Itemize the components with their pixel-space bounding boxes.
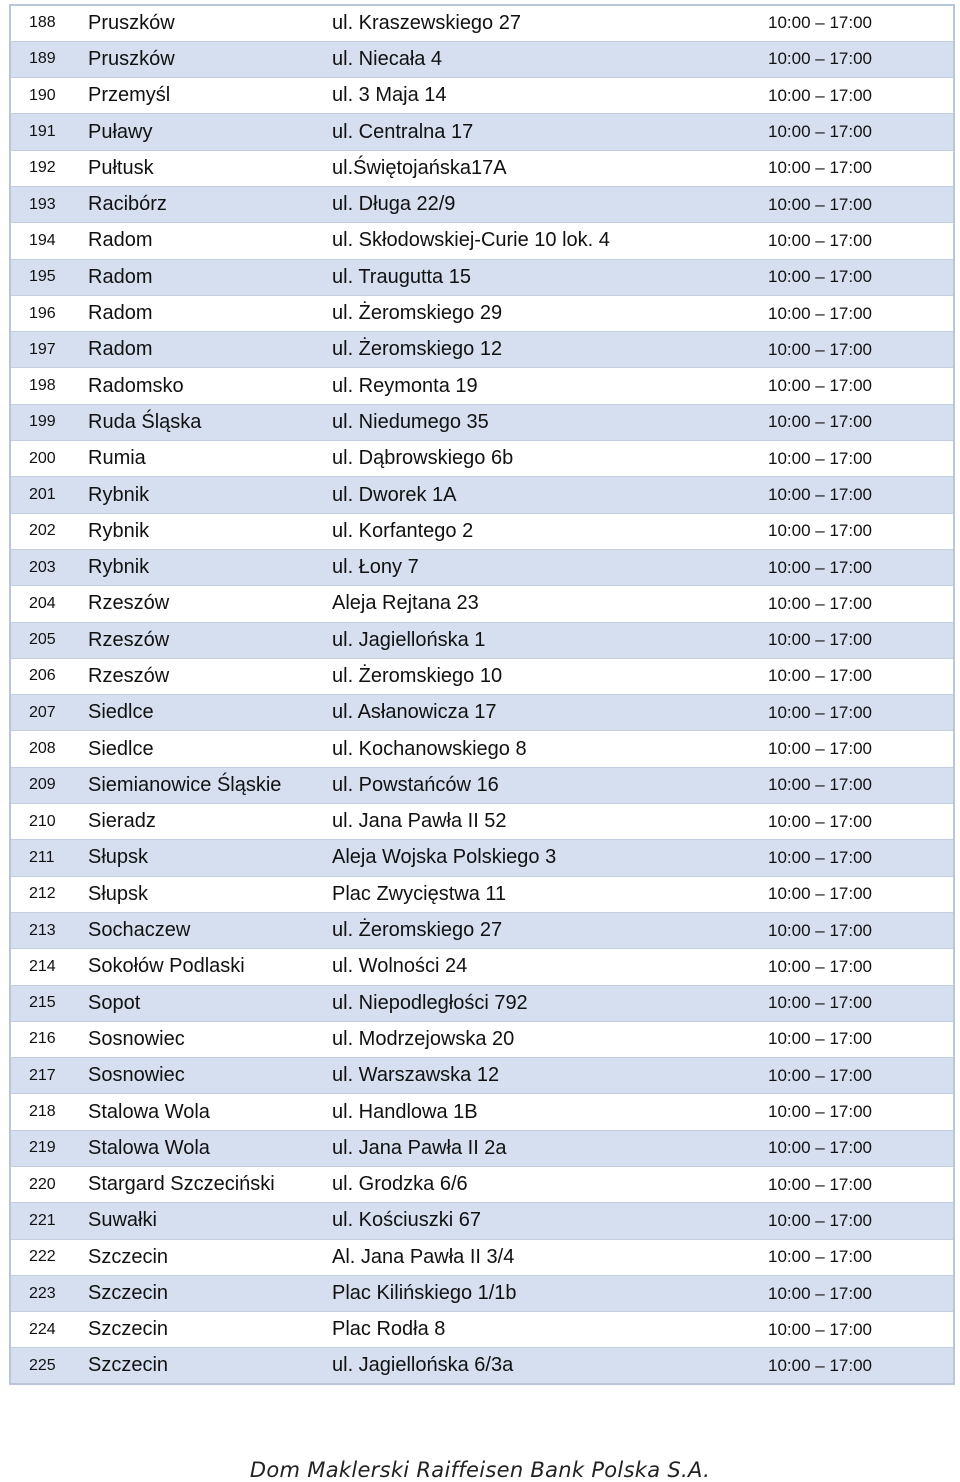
branch-hours: 10:00 – 17:00 (768, 767, 954, 803)
table-row (10, 1275, 954, 1311)
branch-hours: 10:00 – 17:00 (768, 404, 954, 440)
branch-hours: 10:00 – 17:00 (768, 441, 954, 477)
table-row (10, 1348, 954, 1384)
branch-number: 193 (10, 186, 88, 222)
branch-number: 204 (10, 586, 88, 622)
footer-brand: Dom Maklerski Raiffeisen Bank Polska S.A. (249, 1458, 711, 1482)
branch-address: ul. Dworek 1A (332, 477, 768, 513)
table-row (10, 622, 954, 658)
branch-city: Sosnowiec (88, 1058, 332, 1094)
branch-address: ul. Korfantego 2 (332, 513, 768, 549)
branch-city: Siedlce (88, 695, 332, 731)
branch-hours: 10:00 – 17:00 (768, 513, 954, 549)
table-row (10, 223, 954, 259)
branch-hours: 10:00 – 17:00 (768, 1312, 954, 1348)
branch-city: Rybnik (88, 477, 332, 513)
branch-hours: 10:00 – 17:00 (768, 804, 954, 840)
branch-number: 212 (10, 876, 88, 912)
branch-number: 208 (10, 731, 88, 767)
branch-number: 214 (10, 949, 88, 985)
branch-hours: 10:00 – 17:00 (768, 5, 954, 41)
branch-number: 196 (10, 295, 88, 331)
branch-number: 194 (10, 223, 88, 259)
branch-address: ul. Kraszewskiego 27 (332, 5, 768, 41)
branch-address: ul. 3 Maja 14 (332, 78, 768, 114)
branch-city: Rybnik (88, 513, 332, 549)
branch-rows (10, 5, 954, 1384)
branch-address: ul. Jana Pawła II 52 (332, 804, 768, 840)
branch-hours: 10:00 – 17:00 (768, 622, 954, 658)
table-row (10, 840, 954, 876)
branch-address: Plac Rodła 8 (332, 1312, 768, 1348)
branch-city: Sochaczew (88, 912, 332, 948)
branch-hours: 10:00 – 17:00 (768, 1203, 954, 1239)
table-row (10, 876, 954, 912)
branch-city: Radom (88, 332, 332, 368)
branch-number: 220 (10, 1167, 88, 1203)
branch-city: Radom (88, 295, 332, 331)
branch-number: 216 (10, 1021, 88, 1057)
table-row (10, 1021, 954, 1057)
branch-address: ul. Skłodowskiej-Curie 10 lok. 4 (332, 223, 768, 259)
branch-city: Radom (88, 259, 332, 295)
branch-number: 200 (10, 441, 88, 477)
table-row (10, 695, 954, 731)
branch-number: 188 (10, 5, 88, 41)
branch-number: 209 (10, 767, 88, 803)
branch-city: Racibórz (88, 186, 332, 222)
branch-number: 202 (10, 513, 88, 549)
table-row (10, 1203, 954, 1239)
branch-address: ul. Reymonta 19 (332, 368, 768, 404)
branch-address: ul. Żeromskiego 12 (332, 332, 768, 368)
branch-hours: 10:00 – 17:00 (768, 78, 954, 114)
branch-address: ul. Żeromskiego 10 (332, 658, 768, 694)
branch-number: 224 (10, 1312, 88, 1348)
branch-hours: 10:00 – 17:00 (768, 1094, 954, 1130)
branch-city: Siedlce (88, 731, 332, 767)
branch-address: ul. Kochanowskiego 8 (332, 731, 768, 767)
branch-hours: 10:00 – 17:00 (768, 295, 954, 331)
table-row (10, 767, 954, 803)
branch-address: ul. Żeromskiego 27 (332, 912, 768, 948)
table-row (10, 477, 954, 513)
branch-hours: 10:00 – 17:00 (768, 223, 954, 259)
branch-city: Stalowa Wola (88, 1094, 332, 1130)
branch-address: ul. Warszawska 12 (332, 1058, 768, 1094)
table-row (10, 5, 954, 41)
table-row (10, 150, 954, 186)
branch-city: Sokołów Podlaski (88, 949, 332, 985)
branch-number: 205 (10, 622, 88, 658)
branch-address: ul. Jagiellońska 1 (332, 622, 768, 658)
branch-address: ul. Niecała 4 (332, 41, 768, 77)
branch-hours: 10:00 – 17:00 (768, 186, 954, 222)
table-row (10, 78, 954, 114)
branch-hours: 10:00 – 17:00 (768, 41, 954, 77)
branch-address: ul. Niepodległości 792 (332, 985, 768, 1021)
table-row (10, 186, 954, 222)
table-row (10, 1312, 954, 1348)
table-row (10, 259, 954, 295)
table-row (10, 295, 954, 331)
table-row (10, 114, 954, 150)
branch-city: Szczecin (88, 1239, 332, 1275)
branch-city: Rzeszów (88, 658, 332, 694)
branch-number: 190 (10, 78, 88, 114)
branch-address: ul. Powstańców 16 (332, 767, 768, 803)
branch-address: ul. Centralna 17 (332, 114, 768, 150)
branch-address: ul. Jagiellońska 6/3a (332, 1348, 768, 1384)
branch-city: Szczecin (88, 1348, 332, 1384)
table-row (10, 1058, 954, 1094)
branch-number: 219 (10, 1130, 88, 1166)
branch-hours: 10:00 – 17:00 (768, 477, 954, 513)
branch-city: Stalowa Wola (88, 1130, 332, 1166)
branch-number: 218 (10, 1094, 88, 1130)
branch-number: 213 (10, 912, 88, 948)
branch-city: Sosnowiec (88, 1021, 332, 1057)
branch-address: ul. Niedumego 35 (332, 404, 768, 440)
branch-hours: 10:00 – 17:00 (768, 1021, 954, 1057)
branch-number: 199 (10, 404, 88, 440)
branch-city: Słupsk (88, 876, 332, 912)
branch-address: ul. Jana Pawła II 2a (332, 1130, 768, 1166)
branch-city: Radomsko (88, 368, 332, 404)
branch-city: Rzeszów (88, 586, 332, 622)
branch-address: ul. Kościuszki 67 (332, 1203, 768, 1239)
branch-hours: 10:00 – 17:00 (768, 695, 954, 731)
branch-city: Pułtusk (88, 150, 332, 186)
branch-city: Rumia (88, 441, 332, 477)
table-row (10, 912, 954, 948)
branch-number: 217 (10, 1058, 88, 1094)
branch-city: Pruszków (88, 41, 332, 77)
branch-city: Puławy (88, 114, 332, 150)
branch-address: Al. Jana Pawła II 3/4 (332, 1239, 768, 1275)
branch-number: 206 (10, 658, 88, 694)
branch-address: ul. Handlowa 1B (332, 1094, 768, 1130)
branch-city: Siemianowice Śląskie (88, 767, 332, 803)
branch-hours: 10:00 – 17:00 (768, 731, 954, 767)
branch-city: Szczecin (88, 1275, 332, 1311)
table-row (10, 513, 954, 549)
branch-address: ul.Świętojańska17A (332, 150, 768, 186)
branch-address: ul. Grodzka 6/6 (332, 1167, 768, 1203)
branch-address: ul. Modrzejowska 20 (332, 1021, 768, 1057)
branch-hours: 10:00 – 17:00 (768, 332, 954, 368)
branch-hours: 10:00 – 17:00 (768, 150, 954, 186)
branch-address: Aleja Rejtana 23 (332, 586, 768, 622)
table-row (10, 1130, 954, 1166)
branch-address: ul. Asłanowicza 17 (332, 695, 768, 731)
table-row (10, 404, 954, 440)
table-row (10, 1239, 954, 1275)
branch-address: ul. Traugutta 15 (332, 259, 768, 295)
branch-number: 211 (10, 840, 88, 876)
table-row (10, 658, 954, 694)
branch-address: ul. Dąbrowskiego 6b (332, 441, 768, 477)
branch-city: Radom (88, 223, 332, 259)
branch-number: 222 (10, 1239, 88, 1275)
branch-number: 192 (10, 150, 88, 186)
branch-hours: 10:00 – 17:00 (768, 1058, 954, 1094)
table-row (10, 332, 954, 368)
branch-number: 201 (10, 477, 88, 513)
branch-city: Sopot (88, 985, 332, 1021)
branch-city: Ruda Śląska (88, 404, 332, 440)
branch-hours: 10:00 – 17:00 (768, 259, 954, 295)
branch-address: ul. Wolności 24 (332, 949, 768, 985)
table-row (10, 441, 954, 477)
branch-hours: 10:00 – 17:00 (768, 1275, 954, 1311)
table-row (10, 731, 954, 767)
branch-number: 215 (10, 985, 88, 1021)
branch-number: 189 (10, 41, 88, 77)
branch-hours: 10:00 – 17:00 (768, 1348, 954, 1384)
table-row (10, 1167, 954, 1203)
branch-hours: 10:00 – 17:00 (768, 368, 954, 404)
table-row (10, 985, 954, 1021)
branch-number: 223 (10, 1275, 88, 1311)
branch-hours: 10:00 – 17:00 (768, 549, 954, 585)
branch-hours: 10:00 – 17:00 (768, 985, 954, 1021)
branch-number: 207 (10, 695, 88, 731)
branch-city: Rybnik (88, 549, 332, 585)
branch-table (9, 4, 955, 1385)
branch-address: Aleja Wojska Polskiego 3 (332, 840, 768, 876)
table-row (10, 41, 954, 77)
branch-number: 195 (10, 259, 88, 295)
branch-hours: 10:00 – 17:00 (768, 586, 954, 622)
table-row (10, 368, 954, 404)
branch-city: Suwałki (88, 1203, 332, 1239)
branch-address: Plac Zwycięstwa 11 (332, 876, 768, 912)
branch-hours: 10:00 – 17:00 (768, 1130, 954, 1166)
branch-hours: 10:00 – 17:00 (768, 1167, 954, 1203)
branch-number: 221 (10, 1203, 88, 1239)
branch-hours: 10:00 – 17:00 (768, 912, 954, 948)
branch-city: Słupsk (88, 840, 332, 876)
branch-city: Rzeszów (88, 622, 332, 658)
branch-address: ul. Żeromskiego 29 (332, 295, 768, 331)
branch-hours: 10:00 – 17:00 (768, 876, 954, 912)
branch-city: Stargard Szczeciński (88, 1167, 332, 1203)
branch-hours: 10:00 – 17:00 (768, 114, 954, 150)
table-row (10, 549, 954, 585)
branch-number: 225 (10, 1348, 88, 1384)
branch-city: Szczecin (88, 1312, 332, 1348)
branch-address: ul. Łony 7 (332, 549, 768, 585)
branch-city: Sieradz (88, 804, 332, 840)
branch-number: 197 (10, 332, 88, 368)
table-row (10, 586, 954, 622)
branch-hours: 10:00 – 17:00 (768, 1239, 954, 1275)
branch-number: 203 (10, 549, 88, 585)
branch-hours: 10:00 – 17:00 (768, 949, 954, 985)
table-row (10, 949, 954, 985)
branch-address: Plac Kilińskiego 1/1b (332, 1275, 768, 1311)
table-row (10, 1094, 954, 1130)
branch-number: 191 (10, 114, 88, 150)
branch-number: 210 (10, 804, 88, 840)
branch-city: Pruszków (88, 5, 332, 41)
branch-number: 198 (10, 368, 88, 404)
branch-hours: 10:00 – 17:00 (768, 840, 954, 876)
table-row (10, 804, 954, 840)
branch-hours: 10:00 – 17:00 (768, 658, 954, 694)
branch-city: Przemyśl (88, 78, 332, 114)
branch-address: ul. Długa 22/9 (332, 186, 768, 222)
